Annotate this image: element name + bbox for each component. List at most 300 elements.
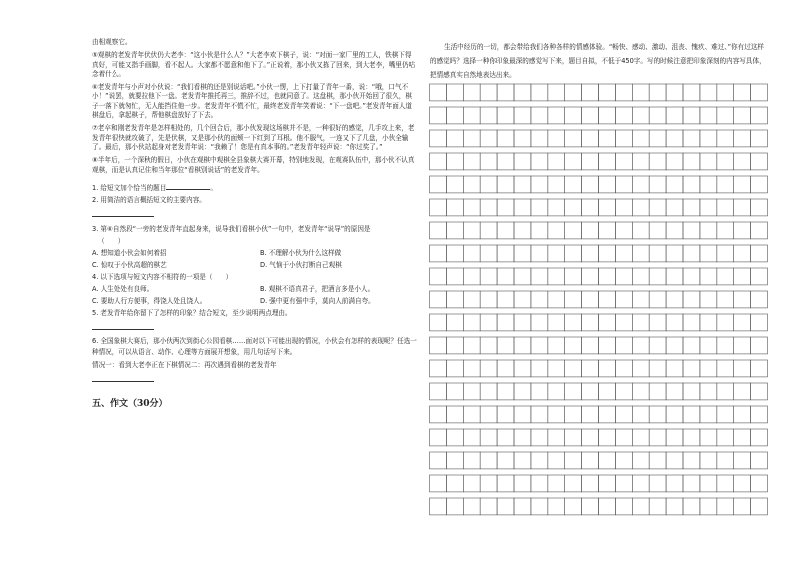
grid-cell[interactable] [565,429,582,446]
grid-cell[interactable] [497,222,514,239]
grid-cell[interactable] [717,268,734,285]
grid-cell[interactable] [582,222,599,239]
grid-cell[interactable] [531,153,548,170]
grid-cell[interactable] [751,452,768,469]
grid-cell[interactable] [649,245,666,262]
grid-cell[interactable] [751,475,768,492]
grid-cell[interactable] [514,153,531,170]
grid-cell[interactable] [548,130,565,147]
grid-cell[interactable] [649,199,666,216]
grid-cell[interactable] [632,291,649,308]
grid-cell[interactable] [582,245,599,262]
grid-cell[interactable] [582,84,599,101]
grid-cell[interactable] [565,498,582,515]
grid-cell[interactable] [700,245,717,262]
grid-cell[interactable] [734,130,751,147]
grid-cell[interactable] [430,176,447,193]
grid-cell[interactable] [463,498,480,515]
grid-cell[interactable] [666,130,683,147]
grid-cell[interactable] [683,153,700,170]
grid-cell[interactable] [700,107,717,124]
grid-cell[interactable] [734,107,751,124]
grid-cell[interactable] [751,84,768,101]
grid-cell[interactable] [497,130,514,147]
grid-cell[interactable] [582,176,599,193]
grid-cell[interactable] [531,176,548,193]
grid-cell[interactable] [751,268,768,285]
grid-cell[interactable] [514,130,531,147]
grid-cell[interactable] [480,475,497,492]
grid-cell[interactable] [565,452,582,469]
grid-cell[interactable] [717,360,734,377]
grid-cell[interactable] [683,107,700,124]
grid-cell[interactable] [649,176,666,193]
grid-cell[interactable] [497,199,514,216]
grid-cell[interactable] [430,222,447,239]
grid-cell[interactable] [446,199,463,216]
grid-cell[interactable] [751,406,768,423]
grid-cell[interactable] [446,176,463,193]
grid-cell[interactable] [599,406,616,423]
grid-cell[interactable] [632,337,649,354]
option-3b[interactable]: B. 不理解小伙为什么这样做 [260,248,342,257]
option-4b[interactable]: B. 观棋不语真君子，把酒言多是小人。 [260,284,375,293]
grid-cell[interactable] [700,406,717,423]
grid-cell[interactable] [683,314,700,331]
grid-cell[interactable] [582,153,599,170]
grid-cell[interactable] [734,199,751,216]
grid-cell[interactable] [717,130,734,147]
grid-cell[interactable] [615,475,632,492]
grid-cell[interactable] [666,429,683,446]
grid-cell[interactable] [497,153,514,170]
grid-cell[interactable] [548,107,565,124]
grid-cell[interactable] [666,498,683,515]
grid-cell[interactable] [446,222,463,239]
grid-cell[interactable] [446,383,463,400]
grid-cell[interactable] [632,498,649,515]
grid-cell[interactable] [463,314,480,331]
grid-cell[interactable] [734,429,751,446]
grid-cell[interactable] [751,383,768,400]
grid-cell[interactable] [548,360,565,377]
answer-line-5[interactable] [92,329,154,330]
grid-cell[interactable] [463,429,480,446]
grid-cell[interactable] [700,199,717,216]
grid-cell[interactable] [615,314,632,331]
grid-cell[interactable] [497,406,514,423]
grid-cell[interactable] [430,291,447,308]
grid-cell[interactable] [565,153,582,170]
grid-cell[interactable] [463,153,480,170]
grid-cell[interactable] [548,199,565,216]
grid-cell[interactable] [463,337,480,354]
grid-cell[interactable] [565,245,582,262]
grid-cell[interactable] [514,84,531,101]
grid-cell[interactable] [734,291,751,308]
grid-cell[interactable] [666,291,683,308]
grid-cell[interactable] [565,199,582,216]
grid-cell[interactable] [683,291,700,308]
grid-cell[interactable] [446,429,463,446]
grid-cell[interactable] [751,429,768,446]
grid-cell[interactable] [599,130,616,147]
grid-cell[interactable] [649,291,666,308]
grid-cell[interactable] [497,383,514,400]
grid-cell[interactable] [649,383,666,400]
grid-cell[interactable] [463,406,480,423]
grid-cell[interactable] [599,222,616,239]
grid-cell[interactable] [430,475,447,492]
grid-cell[interactable] [632,383,649,400]
grid-cell[interactable] [531,291,548,308]
grid-cell[interactable] [666,84,683,101]
grid-cell[interactable] [700,153,717,170]
grid-cell[interactable] [430,498,447,515]
grid-cell[interactable] [615,452,632,469]
grid-cell[interactable] [615,268,632,285]
grid-cell[interactable] [615,291,632,308]
grid-cell[interactable] [480,498,497,515]
grid-cell[interactable] [480,406,497,423]
grid-cell[interactable] [531,360,548,377]
grid-cell[interactable] [565,360,582,377]
grid-cell[interactable] [649,337,666,354]
grid-cell[interactable] [666,475,683,492]
grid-cell[interactable] [599,107,616,124]
grid-cell[interactable] [463,222,480,239]
grid-cell[interactable] [649,107,666,124]
grid-cell[interactable] [548,406,565,423]
grid-cell[interactable] [649,268,666,285]
grid-cell[interactable] [497,337,514,354]
option-4d[interactable]: D. 强中更有强中手，莫向人前满自夸。 [260,296,375,305]
grid-cell[interactable] [514,107,531,124]
grid-cell[interactable] [649,153,666,170]
grid-cell[interactable] [446,268,463,285]
grid-cell[interactable] [480,107,497,124]
grid-cell[interactable] [683,337,700,354]
grid-cell[interactable] [548,498,565,515]
grid-cell[interactable] [497,452,514,469]
grid-cell[interactable] [734,406,751,423]
grid-cell[interactable] [599,291,616,308]
grid-cell[interactable] [717,314,734,331]
grid-cell[interactable] [734,268,751,285]
grid-cell[interactable] [700,84,717,101]
grid-cell[interactable] [531,337,548,354]
grid-cell[interactable] [514,360,531,377]
grid-cell[interactable] [463,130,480,147]
grid-cell[interactable] [430,452,447,469]
grid-cell[interactable] [666,245,683,262]
grid-cell[interactable] [446,360,463,377]
grid-cell[interactable] [582,360,599,377]
grid-cell[interactable] [734,498,751,515]
grid-cell[interactable] [480,245,497,262]
grid-cell[interactable] [632,245,649,262]
grid-cell[interactable] [531,452,548,469]
grid-cell[interactable] [514,176,531,193]
grid-cell[interactable] [700,360,717,377]
grid-cell[interactable] [497,84,514,101]
grid-cell[interactable] [615,360,632,377]
grid-cell[interactable] [565,130,582,147]
grid-cell[interactable] [497,291,514,308]
grid-cell[interactable] [717,429,734,446]
grid-cell[interactable] [514,429,531,446]
grid-cell[interactable] [531,475,548,492]
essay-writing-grid[interactable] [428,82,794,522]
grid-cell[interactable] [548,429,565,446]
grid-cell[interactable] [599,498,616,515]
grid-cell[interactable] [497,268,514,285]
grid-cell[interactable] [514,337,531,354]
grid-cell[interactable] [531,222,548,239]
grid-cell[interactable] [480,429,497,446]
option-3d[interactable]: D. 气恼于小伙打断自己观棋 [260,260,342,269]
grid-cell[interactable] [751,291,768,308]
grid-cell[interactable] [632,406,649,423]
grid-cell[interactable] [531,314,548,331]
grid-cell[interactable] [548,245,565,262]
grid-cell[interactable] [480,360,497,377]
grid-cell[interactable] [480,222,497,239]
grid-cell[interactable] [751,360,768,377]
grid-cell[interactable] [666,337,683,354]
grid-cell[interactable] [717,383,734,400]
grid-cell[interactable] [649,314,666,331]
grid-cell[interactable] [632,84,649,101]
grid-cell[interactable] [548,383,565,400]
grid-cell[interactable] [430,360,447,377]
grid-cell[interactable] [683,199,700,216]
grid-cell[interactable] [683,475,700,492]
grid-cell[interactable] [430,314,447,331]
grid-cell[interactable] [430,429,447,446]
grid-cell[interactable] [497,176,514,193]
grid-cell[interactable] [446,107,463,124]
grid-cell[interactable] [446,130,463,147]
grid-cell[interactable] [632,153,649,170]
grid-cell[interactable] [666,406,683,423]
grid-cell[interactable] [615,406,632,423]
grid-cell[interactable] [599,383,616,400]
grid-cell[interactable] [430,130,447,147]
grid-cell[interactable] [531,383,548,400]
grid-cell[interactable] [531,268,548,285]
grid-cell[interactable] [666,176,683,193]
grid-cell[interactable] [599,475,616,492]
grid-cell[interactable] [734,452,751,469]
grid-cell[interactable] [683,176,700,193]
grid-cell[interactable] [514,291,531,308]
grid-cell[interactable] [548,475,565,492]
grid-cell[interactable] [649,84,666,101]
grid-cell[interactable] [446,84,463,101]
grid-cell[interactable] [734,360,751,377]
grid-cell[interactable] [548,337,565,354]
grid-cell[interactable] [463,452,480,469]
grid-cell[interactable] [446,337,463,354]
grid-cell[interactable] [463,360,480,377]
grid-cell[interactable] [717,452,734,469]
grid-cell[interactable] [565,84,582,101]
grid-cell[interactable] [683,429,700,446]
grid-cell[interactable] [463,245,480,262]
grid-cell[interactable] [514,268,531,285]
grid-cell[interactable] [497,429,514,446]
grid-cell[interactable] [463,199,480,216]
grid-cell[interactable] [632,107,649,124]
grid-cell[interactable] [649,452,666,469]
grid-cell[interactable] [632,176,649,193]
grid-cell[interactable] [565,291,582,308]
grid-cell[interactable] [683,130,700,147]
grid-cell[interactable] [430,153,447,170]
grid-cell[interactable] [531,498,548,515]
grid-cell[interactable] [514,406,531,423]
grid-cell[interactable] [649,475,666,492]
grid-cell[interactable] [548,452,565,469]
grid-cell[interactable] [717,337,734,354]
grid-cell[interactable] [717,222,734,239]
grid-cell[interactable] [615,199,632,216]
grid-cell[interactable] [430,199,447,216]
grid-cell[interactable] [599,314,616,331]
grid-cell[interactable] [632,268,649,285]
grid-cell[interactable] [430,337,447,354]
answer-blank-1[interactable] [166,182,210,190]
grid-cell[interactable] [548,314,565,331]
grid-cell[interactable] [582,268,599,285]
grid-cell[interactable] [463,176,480,193]
grid-cell[interactable] [751,314,768,331]
grid-cell[interactable] [751,153,768,170]
grid-cell[interactable] [480,199,497,216]
grid-cell[interactable] [666,314,683,331]
option-3a[interactable]: A. 想知道小伙会如何着招 [92,248,167,257]
grid-cell[interactable] [666,268,683,285]
grid-cell[interactable] [565,176,582,193]
answer-line-2[interactable] [92,216,154,217]
grid-cell[interactable] [632,199,649,216]
grid-cell[interactable] [615,337,632,354]
grid-cell[interactable] [615,153,632,170]
grid-cell[interactable] [751,199,768,216]
grid-cell[interactable] [734,245,751,262]
grid-cell[interactable] [734,337,751,354]
grid-cell[interactable] [599,176,616,193]
grid-cell[interactable] [700,291,717,308]
grid-cell[interactable] [734,314,751,331]
option-4c[interactable]: C. 要助人行方便事，得饶人处且饶人。 [92,296,207,305]
grid-cell[interactable] [480,130,497,147]
grid-cell[interactable] [548,222,565,239]
grid-cell[interactable] [497,475,514,492]
grid-cell[interactable] [446,245,463,262]
grid-cell[interactable] [649,360,666,377]
grid-cell[interactable] [565,383,582,400]
grid-cell[interactable] [666,107,683,124]
grid-cell[interactable] [480,84,497,101]
grid-cell[interactable] [734,475,751,492]
grid-cell[interactable] [632,429,649,446]
grid-cell[interactable] [582,498,599,515]
grid-cell[interactable] [565,107,582,124]
grid-cell[interactable] [599,429,616,446]
grid-cell[interactable] [531,107,548,124]
grid-cell[interactable] [700,475,717,492]
grid-cell[interactable] [430,245,447,262]
grid-cell[interactable] [582,130,599,147]
grid-cell[interactable] [615,222,632,239]
grid-cell[interactable] [717,176,734,193]
grid-cell[interactable] [632,314,649,331]
grid-cell[interactable] [700,130,717,147]
grid-cell[interactable] [683,84,700,101]
grid-cell[interactable] [480,314,497,331]
grid-svg[interactable] [428,82,794,522]
grid-cell[interactable] [683,268,700,285]
grid-cell[interactable] [751,498,768,515]
grid-cell[interactable] [430,84,447,101]
grid-cell[interactable] [683,383,700,400]
grid-cell[interactable] [615,176,632,193]
grid-cell[interactable] [446,153,463,170]
grid-cell[interactable] [717,84,734,101]
option-3c[interactable]: C. 惊叹于小伙高超的棋艺 [92,260,167,269]
grid-cell[interactable] [666,199,683,216]
grid-cell[interactable] [751,107,768,124]
grid-cell[interactable] [430,107,447,124]
grid-cell[interactable] [582,406,599,423]
grid-cell[interactable] [666,222,683,239]
grid-cell[interactable] [632,475,649,492]
grid-cell[interactable] [514,199,531,216]
grid-cell[interactable] [446,475,463,492]
grid-cell[interactable] [649,222,666,239]
grid-cell[interactable] [717,199,734,216]
grid-cell[interactable] [446,452,463,469]
grid-cell[interactable] [582,429,599,446]
grid-cell[interactable] [751,222,768,239]
grid-cell[interactable] [531,84,548,101]
grid-cell[interactable] [480,452,497,469]
grid-cell[interactable] [717,291,734,308]
grid-cell[interactable] [649,429,666,446]
grid-cell[interactable] [717,475,734,492]
grid-cell[interactable] [700,176,717,193]
grid-cell[interactable] [717,406,734,423]
grid-cell[interactable] [514,498,531,515]
grid-cell[interactable] [531,245,548,262]
grid-cell[interactable] [565,268,582,285]
grid-cell[interactable] [463,383,480,400]
grid-cell[interactable] [700,452,717,469]
grid-cell[interactable] [734,383,751,400]
grid-cell[interactable] [599,153,616,170]
grid-cell[interactable] [632,360,649,377]
answer-line-6[interactable] [92,381,154,382]
grid-cell[interactable] [548,268,565,285]
grid-cell[interactable] [599,245,616,262]
grid-cell[interactable] [430,383,447,400]
grid-cell[interactable] [582,452,599,469]
grid-cell[interactable] [666,383,683,400]
grid-cell[interactable] [599,268,616,285]
grid-cell[interactable] [531,130,548,147]
